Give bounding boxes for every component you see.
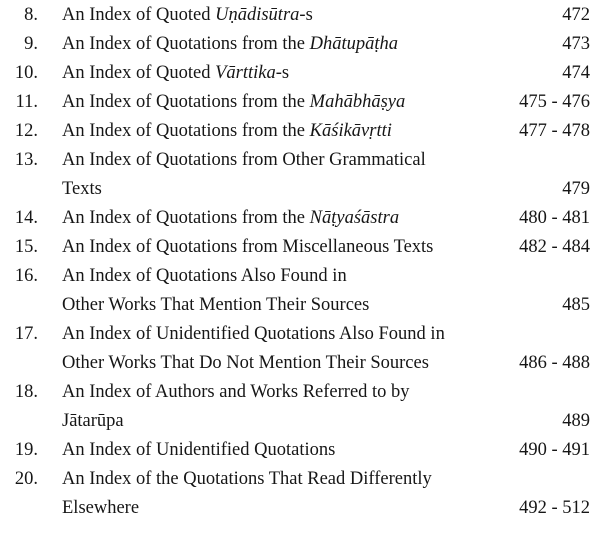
work-title: Vārttika <box>215 63 276 83</box>
work-title: Kāśikāvṛtti <box>309 121 392 141</box>
entry-title <box>62 436 335 465</box>
entry-number: 18. <box>14 382 38 402</box>
title-text: An Index of Quotations from the <box>62 92 310 112</box>
toc-entry <box>0 30 600 59</box>
page-range: 477 - 478 <box>519 121 590 141</box>
toc-entry-line <box>0 88 600 117</box>
title-text: An Index of Quotations from the <box>62 208 310 228</box>
entry-title <box>62 175 102 204</box>
toc-entry <box>0 378 600 436</box>
entry-title <box>62 30 398 59</box>
toc-entry <box>0 117 600 146</box>
toc-entry-line <box>0 146 600 175</box>
toc-entry <box>0 1 600 30</box>
entry-title <box>62 291 369 320</box>
toc-entry-line <box>0 407 600 436</box>
entry-number: 15. <box>14 237 38 257</box>
title-text: An Index of Authors and Works Referred to by <box>62 382 410 402</box>
page-range: 486 - 488 <box>519 353 590 373</box>
title-text: An Index of Unidentified Quotations Also Found in <box>62 324 445 344</box>
entry-number: 16. <box>14 266 38 286</box>
toc-entry <box>0 262 600 320</box>
toc-entry-line <box>0 378 600 407</box>
entry-number: 14. <box>14 208 38 228</box>
entry-title <box>62 407 124 436</box>
title-text: An Index of Quotations from Other Grammatical <box>62 150 426 170</box>
title-text: An Index of Quoted <box>62 5 216 25</box>
work-title: Nāṭyaśāstra <box>309 208 400 228</box>
toc-entry-line <box>0 1 600 30</box>
toc-entry <box>0 436 600 465</box>
entry-number: 8. <box>24 5 38 25</box>
title-text: An Index of Quoted <box>62 63 216 83</box>
toc-entry-line <box>0 494 600 523</box>
entry-title <box>62 88 405 117</box>
entry-title <box>62 204 399 233</box>
page-range: 472 <box>562 5 590 25</box>
title-text: An Index of Quotations Also Found in <box>62 266 347 286</box>
title-text: Elsewhere <box>62 498 140 518</box>
entry-number: 10. <box>14 63 38 83</box>
page-range: 480 - 481 <box>519 208 590 228</box>
page-range: 485 <box>562 295 590 315</box>
toc-entry-line <box>0 465 600 494</box>
entry-number: 19. <box>14 440 38 460</box>
toc-entry-line <box>0 233 600 262</box>
entry-title <box>62 1 313 30</box>
entry-title <box>62 146 426 175</box>
toc-entry-line <box>0 349 600 378</box>
toc-entry <box>0 88 600 117</box>
title-text: -s <box>299 5 313 25</box>
entry-number: 12. <box>14 121 38 141</box>
title-text: -s <box>275 63 290 83</box>
work-title: Dhātupāṭha <box>309 34 399 54</box>
toc-entry <box>0 233 600 262</box>
entry-title <box>62 59 289 88</box>
title-text: Texts <box>62 179 102 199</box>
title-text: An Index of Quotations from Miscellaneous Texts <box>62 237 434 257</box>
page-range: 490 - 491 <box>519 440 590 460</box>
entry-number: 17. <box>14 324 38 344</box>
title-text: Other Works That Do Not Mention Their Sources <box>62 353 429 373</box>
toc-entry <box>0 204 600 233</box>
entry-title <box>62 378 410 407</box>
toc-entry-line <box>0 30 600 59</box>
page-range: 474 <box>562 63 590 83</box>
toc-entry-line <box>0 175 600 204</box>
toc-entry-line <box>0 59 600 88</box>
toc-entry-line <box>0 262 600 291</box>
entry-number: 11. <box>15 92 38 112</box>
toc-entry-line <box>0 436 600 465</box>
title-text: Jātarūpa <box>62 411 124 431</box>
entry-title <box>62 320 445 349</box>
work-title: Mahābhāṣya <box>309 92 406 112</box>
toc-entry <box>0 465 600 523</box>
title-text: Other Works That Mention Their Sources <box>62 295 370 315</box>
page-range: 473 <box>562 34 590 54</box>
toc-entry-line <box>0 320 600 349</box>
page-range: 489 <box>562 411 590 431</box>
title-text: An Index of the Quotations That Read Differently <box>62 469 432 489</box>
toc-entry <box>0 146 600 204</box>
toc-entry <box>0 320 600 378</box>
page-range: 482 - 484 <box>519 237 590 257</box>
entry-number: 13. <box>14 150 38 170</box>
title-text: An Index of Quotations from the <box>62 121 310 141</box>
work-title: Uṇādisūtra <box>215 5 300 25</box>
entry-title <box>62 349 429 378</box>
entry-title <box>62 262 347 291</box>
entry-title <box>62 117 392 146</box>
entry-title <box>62 465 432 494</box>
title-text: An Index of Unidentified Quotations <box>62 440 336 460</box>
title-text: An Index of Quotations from the <box>62 34 310 54</box>
entry-title <box>62 494 139 523</box>
toc-entry-line <box>0 117 600 146</box>
page-range: 492 - 512 <box>519 498 590 518</box>
toc-entry <box>0 59 600 88</box>
entry-number: 20. <box>14 469 38 489</box>
entry-title <box>62 233 433 262</box>
entry-number: 9. <box>24 34 38 54</box>
page-range: 475 - 476 <box>519 92 590 112</box>
page-range: 479 <box>562 179 590 199</box>
toc-entry-line <box>0 204 600 233</box>
toc-entry-line <box>0 291 600 320</box>
